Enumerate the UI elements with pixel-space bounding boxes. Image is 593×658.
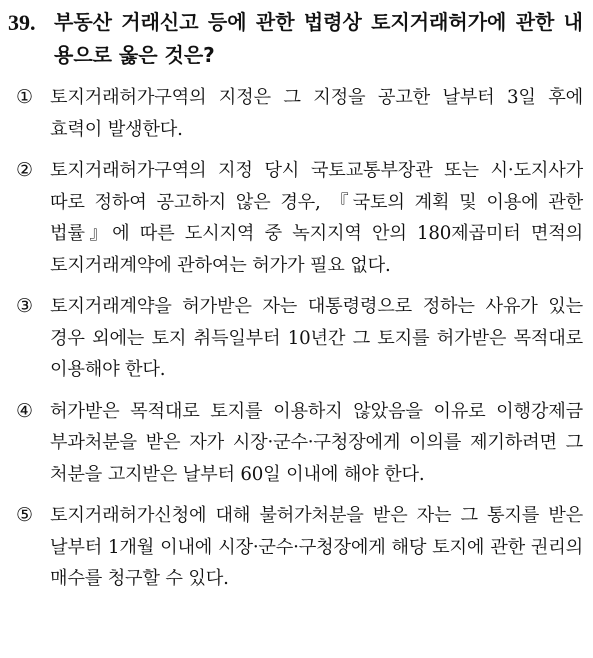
- choice-5-marker: ⑤: [16, 504, 34, 526]
- choice-4-marker: ④: [16, 399, 34, 422]
- choice-3[interactable]: [8, 291, 583, 386]
- question-number: 39.: [8, 10, 36, 35]
- choice-1[interactable]: [8, 82, 583, 145]
- choice-1-marker: ①: [16, 86, 34, 108]
- choice-3-text: 토지거래계약을 허가받은 자는 대통령령으로 정하는 사유가 있는 경우 외에는 토지 취득일부터 10년간 그 토지를 허가받은 목적대로 이용해야 한다.: [50, 296, 583, 380]
- choice-3-marker: ③: [16, 295, 34, 317]
- choice-5[interactable]: [8, 500, 583, 595]
- choice-1-text: 토지거래허가구역의 지정은 그 지정을 공고한 날부터 3일 후에 효력이 발생한다.: [50, 87, 583, 140]
- choice-2[interactable]: [8, 155, 583, 281]
- choice-4-text: 허가받은 목적대로 토지를 이용하지 않았음을 이유로 이행강제금 부과처분을 받은 자가 시장·군수·구청장에게 이의를 제기하려면 그 처분을 고지받은 날부터 60일 이내에 해야 한다.: [50, 400, 583, 485]
- choice-2-marker: ②: [16, 159, 34, 181]
- answer-choices: [8, 82, 583, 595]
- choice-4[interactable]: [8, 396, 583, 491]
- question-header: [8, 6, 583, 72]
- choice-2-text: 토지거래허가구역의 지정 당시 국토교통부장관 또는 시·도지사가 따로 정하여 공고하지 않은 경우, 『국토의 계획 및 이용에 관한 법률』에 따른 도시지역 중 녹지지역 안의 180제곱미터 면적의 토지거래계약에 관하여는 허가가 필요 없다.: [50, 160, 583, 276]
- question-block: [8, 6, 583, 595]
- question-stem: 부동산 거래신고 등에 관한 법령상 토지거래허가에 관한 내용으로 옳은 것은?: [54, 10, 583, 67]
- choice-5-text: 토지거래허가신청에 대해 불허가처분을 받은 자는 그 통지를 받은 날부터 1개월 이내에 시장·군수·구청장에게 해당 토지에 관한 권리의 매수를 청구할 수 있다.: [50, 505, 583, 589]
